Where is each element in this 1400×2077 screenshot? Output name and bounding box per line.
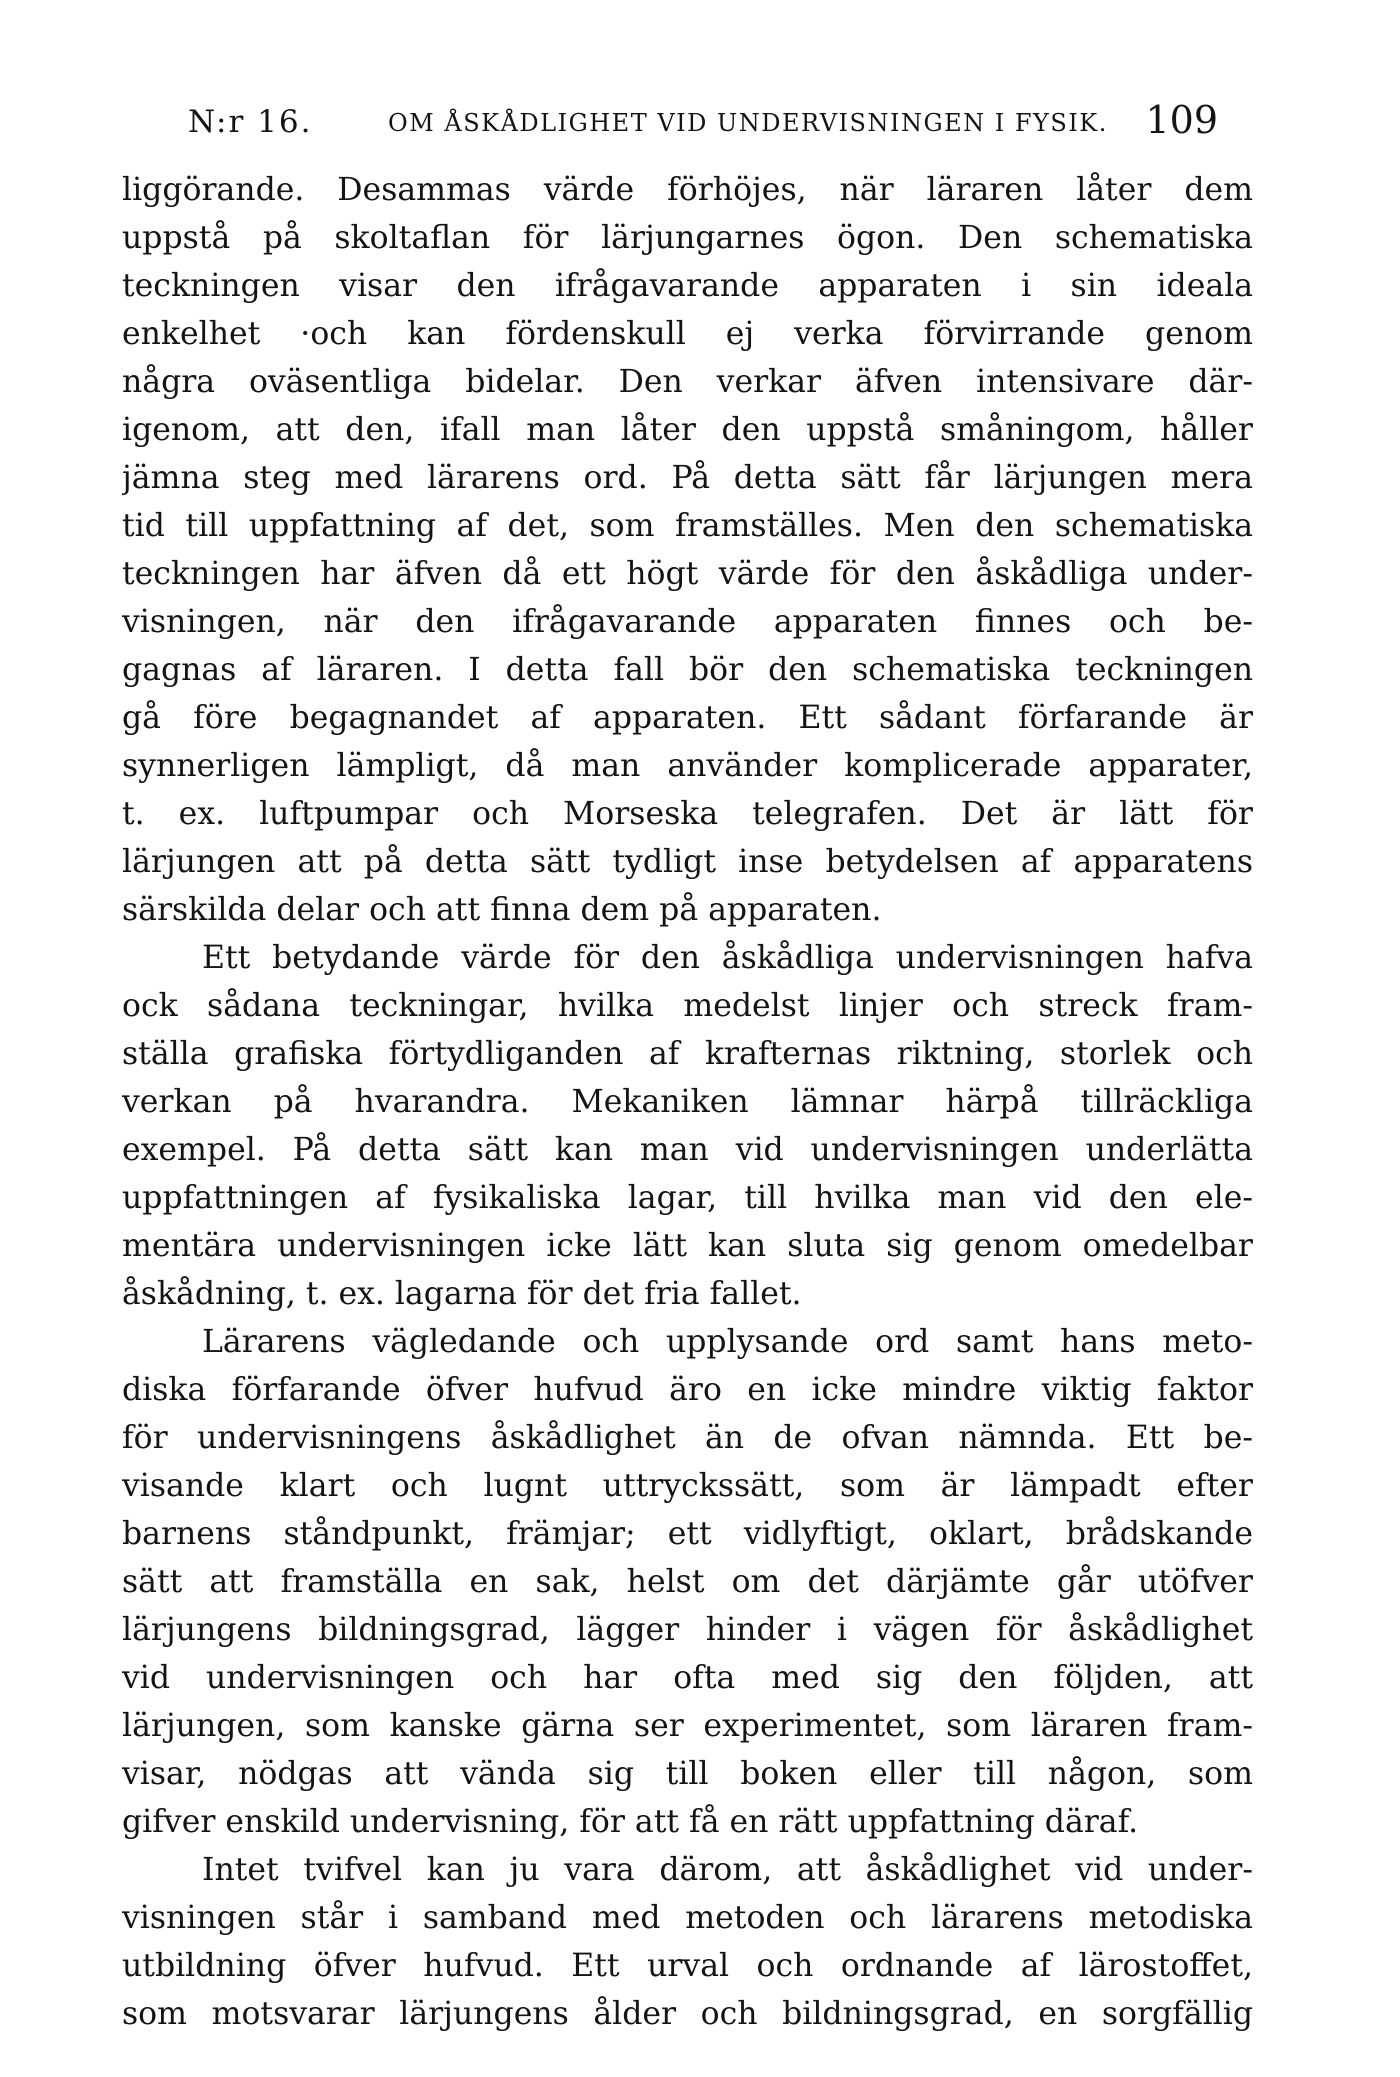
text-line: gå före begagnandet af apparaten. Ett sådant förfarande är — [122, 700, 1253, 736]
text-line: exempel. På detta sätt kan man vid undervisningen underlätta — [122, 1132, 1253, 1168]
text-line: ställa grafiska förtydliganden af krafternas riktning, storlek och — [122, 1036, 1253, 1072]
text-line: sätt att framställa en sak, helst om det därjämte går utöfver — [122, 1564, 1253, 1600]
text-line: vid undervisningen och har ofta med sig den följden, att — [122, 1660, 1253, 1696]
text-line: ock sådana teckningar, hvilka medelst linjer och streck fram- — [122, 988, 1253, 1024]
text-line: uppstå på skoltaflan för lärjungarnes ögon. Den schematiska — [122, 220, 1253, 256]
text-line: synnerligen lämpligt, då man använder komplicerade apparater, — [122, 748, 1253, 784]
paragraph-first-line: Intet tvifvel kan ju vara därom, att åskådlighet vid under- — [202, 1852, 1253, 1888]
text-line: åskådning, t. ex. lagarna för det fria fallet. — [122, 1276, 802, 1312]
text-line: visande klart och lugnt uttryckssätt, som är lämpadt efter — [122, 1468, 1253, 1504]
text-line: t. ex. luftpumpar och Morseska telegrafen. Det är lätt för — [122, 796, 1253, 832]
text-line: jämna steg med lärarens ord. På detta sätt får lärjungen mera — [122, 460, 1253, 496]
text-line: lärjungen, som kanske gärna ser experimentet, som läraren fram- — [122, 1708, 1253, 1744]
text-line: barnens ståndpunkt, främjar; ett vidlyftigt, oklart, brådskande — [122, 1516, 1253, 1552]
text-line: för undervisningens åskådlighet än de ofvan nämnda. Ett be- — [122, 1420, 1253, 1456]
text-line: gifver enskild undervisning, för att få en rätt uppfattning däraf. — [122, 1804, 1139, 1840]
text-line: diska förfarande öfver hufvud äro en icke mindre viktig faktor — [122, 1372, 1253, 1408]
running-header — [188, 98, 1218, 156]
text-line: igenom, att den, ifall man låter den uppstå småningom, håller — [122, 412, 1253, 448]
text-line: mentära undervisningen icke lätt kan sluta sig genom omedelbar — [122, 1228, 1253, 1264]
text-line: uppfattningen af fysikaliska lagar, till hvilka man vid den ele- — [122, 1180, 1253, 1216]
body-text — [122, 166, 1253, 2038]
page-number: 109 — [1145, 98, 1218, 142]
text-line: liggörande. Desammas värde förhöjes, när läraren låter dem — [122, 172, 1253, 208]
text-line: särskilda delar och att finna dem på apparaten. — [122, 892, 882, 928]
text-line: enkelhet ·och kan fördenskull ej verka förvirrande genom — [122, 316, 1253, 352]
issue-number: N:r 16. — [188, 104, 313, 140]
text-line: visningen står i samband med metoden och lärarens metodiska — [122, 1900, 1253, 1936]
paragraph-first-line: Lärarens vägledande och upplysande ord samt hans meto- — [202, 1324, 1253, 1360]
text-line: verkan på hvarandra. Mekaniken lämnar härpå tillräckliga — [122, 1084, 1253, 1120]
running-title: OM ÅSKÅDLIGHET VID UNDERVISNINGEN I FYSIK. — [388, 109, 1108, 137]
text-line: teckningen har äfven då ett högt värde för den åskådliga under- — [122, 556, 1253, 592]
text-line: teckningen visar den ifrågavarande apparaten i sin ideala — [122, 268, 1253, 304]
text-line: visningen, när den ifrågavarande apparaten finnes och be- — [122, 604, 1253, 640]
text-line: lärjungen att på detta sätt tydligt inse betydelsen af apparatens — [122, 844, 1253, 880]
paragraph-first-line: Ett betydande värde för den åskådliga undervisningen hafva — [202, 940, 1253, 976]
text-line: som motsvarar lärjungens ålder och bildningsgrad, en sorgfällig — [122, 1996, 1253, 2032]
text-line: utbildning öfver hufvud. Ett urval och ordnande af lärostoffet, — [122, 1948, 1253, 1984]
text-line: visar, nödgas att vända sig till boken eller till någon, som — [122, 1756, 1253, 1792]
text-line: lärjungens bildningsgrad, lägger hinder i vägen för åskådlighet — [122, 1612, 1253, 1648]
text-line: några oväsentliga bidelar. Den verkar äfven intensivare där- — [122, 364, 1253, 400]
text-line: gagnas af läraren. I detta fall bör den schematiska teckningen — [122, 652, 1253, 688]
text-line: tid till uppfattning af det, som framställes. Men den schematiska — [122, 508, 1253, 544]
